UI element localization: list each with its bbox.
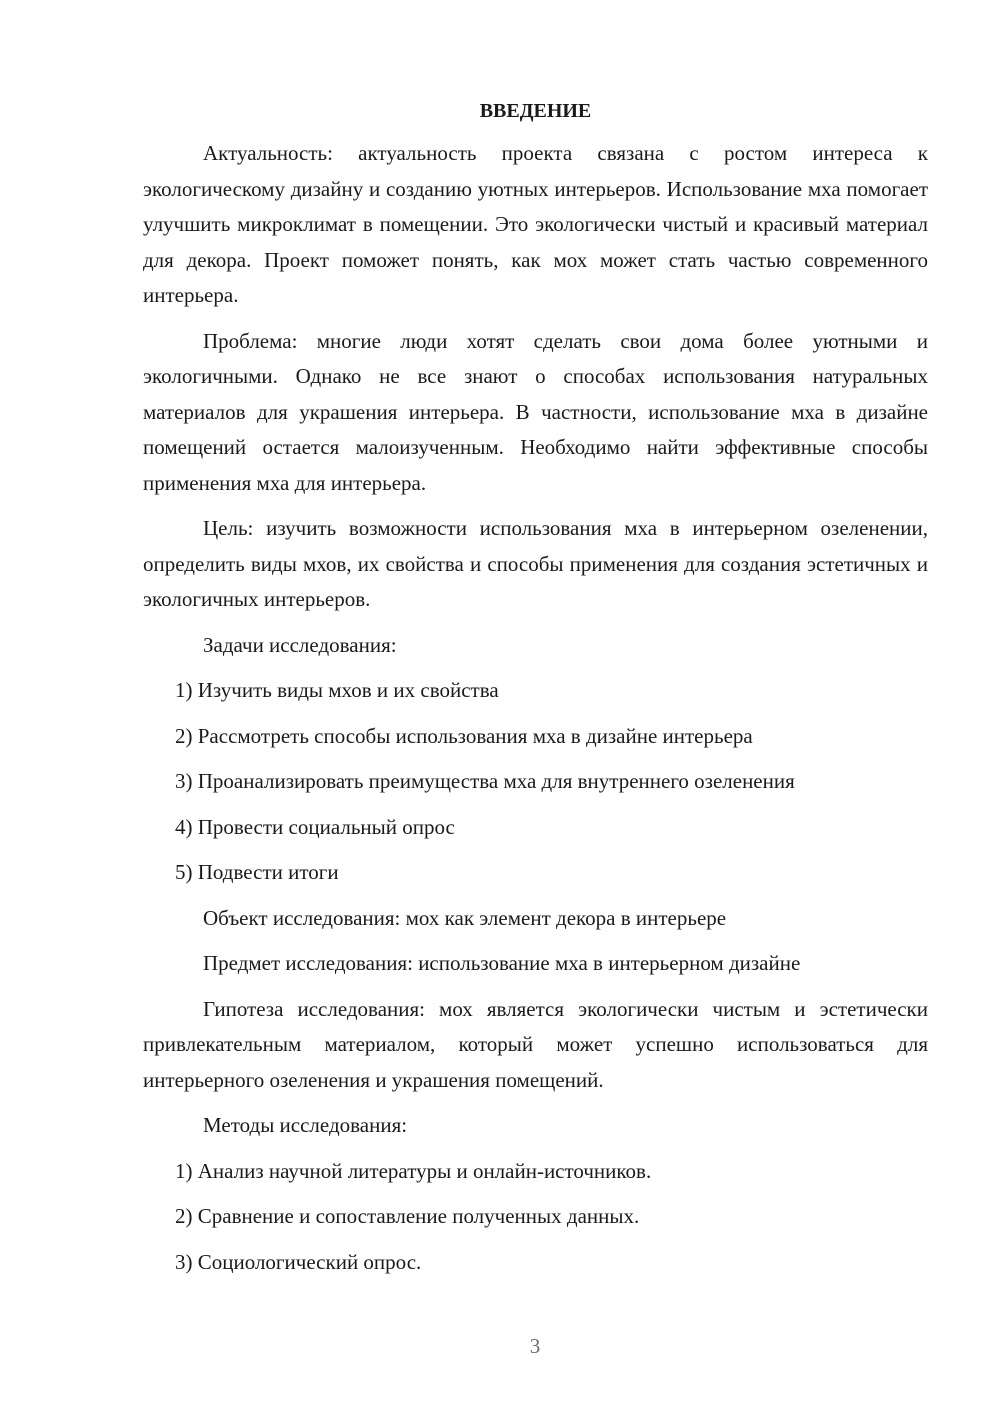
- list-item: 4) Провести социальный опрос: [175, 814, 455, 839]
- hypothesis-paragraph: Гипотеза исследования: мох является экологически чистым и эстетически привлекательным материалом, который может успешно использоваться для интерьерного озеленения и украшения помещений.: [143, 996, 928, 1092]
- methods-title: Методы исследования:: [203, 1113, 408, 1137]
- research-subject: Предмет исследования: использование мха в интерьерном дизайне: [203, 951, 801, 975]
- list-item: 1) Изучить виды мхов и их свойства: [175, 678, 499, 702]
- list-item: 5) Подвести итоги: [175, 860, 339, 884]
- goal-paragraph: Цель: изучить возможности использования мха в интерьерном озеленении, определить виды мхов, их свойства и способы применения для создания эстетичных и экологичных интерьеров.: [143, 516, 928, 611]
- list-item: 1) Анализ научной литературы и онлайн-источников.: [175, 1158, 652, 1183]
- list-item: 3) Проанализировать преимущества мха для внутреннего озеленения: [175, 769, 795, 793]
- list-item: 2) Сравнение и сопоставление полученных данных.: [175, 1204, 640, 1228]
- list-item: 3) Социологический опрос.: [175, 1249, 422, 1274]
- relevance-paragraph: Актуальность: актуальность проекта связана с ростом интереса к экологическому дизайну и созданию уютных интерьеров. Использование мха помогает улучшить микроклимат в помещении. Это экологически чистый и красивый материал для декора. Проект поможет понять, как мох может стать частью современного интерьера.: [143, 141, 928, 307]
- page-number: 3: [529, 1334, 541, 1358]
- section-heading: ВВЕДЕНИЕ: [479, 100, 592, 122]
- page-content: [143, 94, 928, 1290]
- tasks-list: [143, 673, 928, 891]
- tasks-title: Задачи исследования:: [203, 632, 397, 657]
- list-item: 2) Рассмотреть способы использования мха в дизайне интерьера: [175, 723, 753, 748]
- problem-paragraph: Проблема: многие люди хотят сделать свои дома более уютными и экологичными. Однако не все знают о способах использования натуральных материалов для украшения интерьера. В частности, использование мха в дизайне помещений остается малоизученным. Необходимо найти эффективные способы применения мха для интерьера.: [143, 328, 928, 495]
- methods-list: [143, 1154, 928, 1281]
- research-object: Объект исследования: мох как элемент декора в интерьере: [203, 905, 727, 930]
